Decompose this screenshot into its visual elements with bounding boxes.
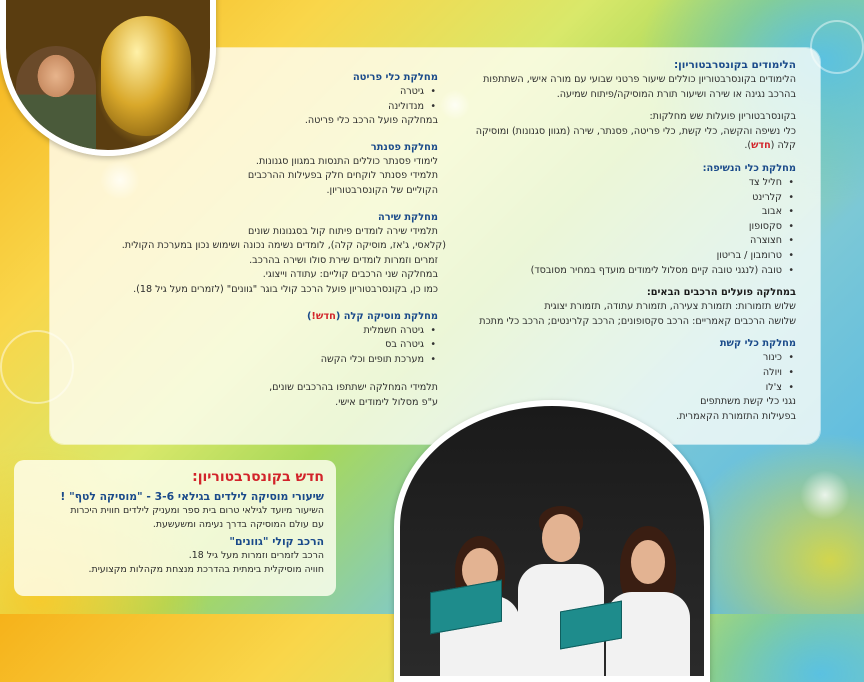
choir-photo: [394, 400, 710, 682]
light-music-title: מחלקת מוסיקה קלה (חדש!): [306, 310, 438, 322]
voice-line: תלמידי שירה לומדים פיתוח קול בסגנונות שונים: [248, 225, 438, 237]
plucked-list: [210, 85, 438, 114]
ensembles-line: שלוש תזמורות: תזמורת צעירה, תזמורת עתודה, תזמורת יצוגית: [544, 301, 796, 313]
news-box: [14, 460, 336, 596]
list-item: • ויולה: [466, 366, 782, 381]
light-music-note: ע"פ מסלול לימודים אישי.: [335, 396, 438, 408]
ensembles-title: במחלקה פועלים הרכבים הבאים:: [646, 287, 796, 299]
light-music-note: תלמידי המחלקה ישתתפו בהרכבים שונים,: [269, 382, 438, 394]
wind-title: מחלקת כלי הנשיפה:: [702, 162, 796, 174]
right-column: [466, 58, 796, 424]
intro-text: הלימודים בקונסרבטוריון כוללים שיעור פרטני שבועי עם מורה אישי, השתתפות בהרכב נגינה או שירה ושיעור תורת המוסיקה/פיתוח שמיעה.: [483, 74, 796, 100]
list-item: • מנדולינה: [210, 100, 424, 115]
list-item: • חצוצרה: [466, 234, 782, 249]
tuba-shape: [101, 16, 191, 136]
list-item: • סקסופון: [466, 220, 782, 235]
departments-intro: בקונסרבטוריון פועלות שש מחלקות:: [649, 111, 796, 123]
news-item-text: הרכב לזמרים וזמרות מעל גיל 18.: [188, 550, 324, 561]
plucked-title: מחלקת כלי פריטה: [352, 72, 438, 83]
voice-line: זמרים וזמרות לומדים שירת סולו ושירה בהרכב.: [249, 254, 438, 266]
list-item: • חליל צד: [466, 176, 782, 191]
list-item: • גיטרה בס: [210, 338, 424, 353]
list-item: • גיטרה חשמלית: [210, 324, 424, 339]
new-label: חדש: [751, 140, 771, 152]
list-item: • טרומבון / בריטון: [466, 249, 782, 264]
news-item-title: הרכב קולי "גוונים": [229, 535, 324, 548]
voice-line: (קלאסי, ג'אז, מוסיקה קלה), לומדים נשימה נכונה ושימוש נכון במערכת הקולית.: [121, 240, 446, 252]
list-item: • צ'לו: [466, 381, 782, 396]
strings-note: בפעילות התזמורת הקאמרית.: [676, 410, 796, 422]
voice-line: כמו כן, בקונסרבטוריון פועל הרכב קולי בוגר "גוונים" (לזמרים מעל גיל 18).: [133, 283, 438, 295]
piano-line: תלמידי פסנתר לוקחים חלק בפעילות ההרכבים: [247, 170, 438, 182]
departments-list-text: כלי נשיפה והקשה, כלי קשת, כלי פריטה, פסנתר, שירה (מגוון סגנונות) ומוסיקה קלה (חדש).: [475, 125, 796, 152]
news-item-text: חוויה מוסיקלית בימתית בהדרכת מנצחת מקהלות מקצועית.: [88, 563, 324, 575]
list-item: • כינור: [466, 351, 782, 366]
piano-line: הקוליים של הקונסרבטוריון.: [326, 184, 438, 196]
news-item-text: עם עולם המוסיקה בדרך נעימה ומשעשעת.: [152, 518, 324, 530]
news-item-text: השיעור מיועד לגילאי טרום בית ספר ומעניק לילדים חווית היכרות: [70, 505, 324, 516]
ensembles-line: שלושה הרכבים קאמריים: הרכב סקסופונים; הרכב קלרינטים; הרכב כלי מתכת: [479, 315, 796, 327]
wind-list: [466, 176, 796, 278]
intro-title: הלימודים בקונסרבטוריון:: [673, 59, 796, 71]
piano-line: לימודי פסנתר כוללים התנסות במגוון סגנונות.: [255, 155, 438, 167]
list-item: • קלרינט: [466, 191, 782, 206]
list-item: • טובה (לנגני טובה קיים מסלול לימודים מועדף במחיר מסובסד): [466, 264, 782, 279]
singer-shape: [518, 506, 604, 676]
list-item: • מערכת תופים וכלי הקשה: [210, 353, 424, 368]
voice-line: במחלקה שני הרכבים קוליים: עתודה וייצוגי.: [262, 269, 438, 281]
voice-title: מחלקת שירה: [377, 211, 438, 223]
list-item: • גיטרה: [210, 85, 424, 100]
news-title: חדש בקונסרבטוריון:: [192, 469, 324, 485]
news-item-title: שיעורי מוסיקה לילדים בגילאי 3-6 - "מוסיקה לטף" !: [60, 490, 324, 503]
left-column: [121, 70, 446, 411]
strings-note: נגני כלי קשת משתתפים: [700, 396, 796, 408]
list-item: • אבוב: [466, 205, 782, 220]
plucked-note: במחלקה פועל הרכב כלי פריטה.: [304, 115, 438, 127]
boy-shape: [16, 46, 96, 156]
strings-title: מחלקת כלי קשת: [719, 338, 796, 350]
strings-list: [466, 351, 796, 395]
light-music-list: [210, 324, 438, 368]
decor-bubble: [800, 470, 850, 520]
new-label: חדש!: [311, 310, 336, 322]
piano-title: מחלקת פסנתר: [370, 141, 438, 153]
